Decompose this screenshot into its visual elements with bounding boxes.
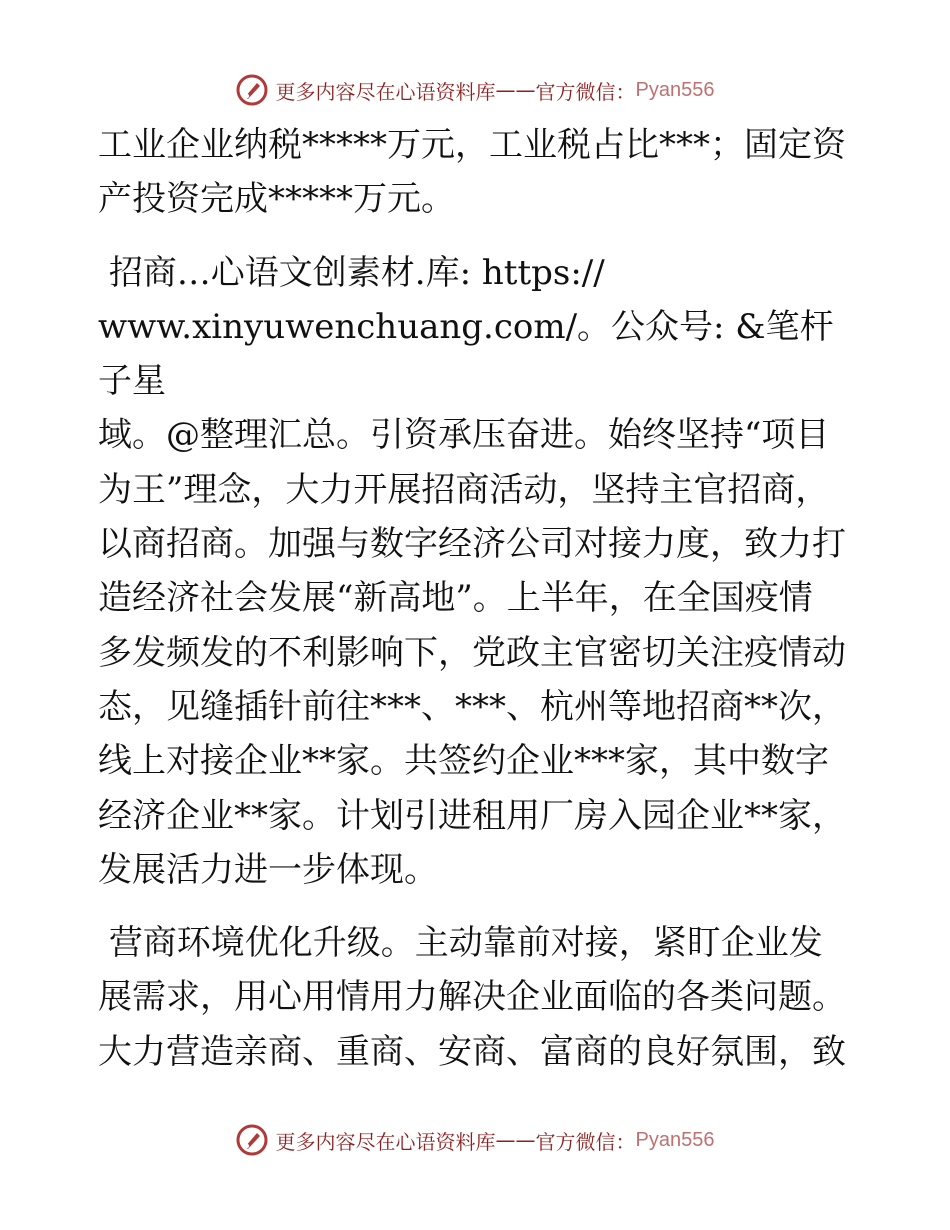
paragraph-investment: [98, 246, 853, 898]
pen-logo-icon: [236, 74, 268, 106]
paragraph-tax: [98, 118, 853, 227]
text-line: 营商环境优化升级。主动靠前对接，紧盯企业发: [98, 923, 823, 964]
watermark-dash: ——: [495, 78, 536, 102]
watermark-dash: ——: [495, 1128, 536, 1152]
text-line: 多发频发的不利影响下，党政主官密切关注疫情动: [98, 632, 846, 673]
watermark-wechat-handle: Pyan556: [635, 1128, 715, 1151]
text-line: 工业企业纳税*****万元，工业税占比***；固定资: [98, 125, 846, 165]
text-line: www.xinyuwenchuang.com/。公众号: &笔杆子星: [98, 306, 834, 402]
text-line: 线上对接企业**家。共签约企业***家，其中数字: [98, 741, 829, 782]
text-line: 经济企业**家。计划引进租用厂房入园企业**家，: [98, 795, 846, 836]
text-line: 招商…心语文创素材.库: https://: [98, 252, 605, 293]
watermark-wechat-handle: Pyan556: [635, 78, 715, 101]
text-line: 为王”理念，大力开展招商活动，坚持主官招商，: [98, 469, 830, 510]
watermark-wechat-label: 官方微信：: [535, 1129, 636, 1154]
document-body: [98, 118, 853, 1079]
header-watermark: [0, 70, 950, 110]
text-line: 产投资完成*****万元。: [98, 179, 455, 220]
text-line: 域。@整理汇总。引资承压奋进。始终坚持“项目: [98, 415, 830, 456]
text-line: 展需求，用心用情用力解决企业面临的各类问题。: [98, 977, 846, 1018]
footer-watermark: [0, 1120, 950, 1160]
text-line: 以商招商。加强与数字经济公司对接力度，致力打: [98, 524, 846, 565]
text-line: 大力营造亲商、重商、安商、富商的良好氛围，致: [98, 1031, 846, 1072]
text-line: 造经济社会发展“新高地”。上半年，在全国疫情: [98, 578, 813, 619]
watermark-text: 更多内容尽在心语资料库: [275, 1129, 496, 1154]
watermark-text: 更多内容尽在心语资料库: [275, 79, 496, 104]
text-line: 发展活力进一步体现。: [98, 849, 438, 890]
text-line: 态，见缝插针前往***、***、杭州等地招商**次，: [98, 686, 846, 727]
pen-logo-icon: [236, 1124, 268, 1156]
paragraph-business-environment: [98, 916, 853, 1079]
watermark-wechat-label: 官方微信：: [535, 79, 636, 104]
